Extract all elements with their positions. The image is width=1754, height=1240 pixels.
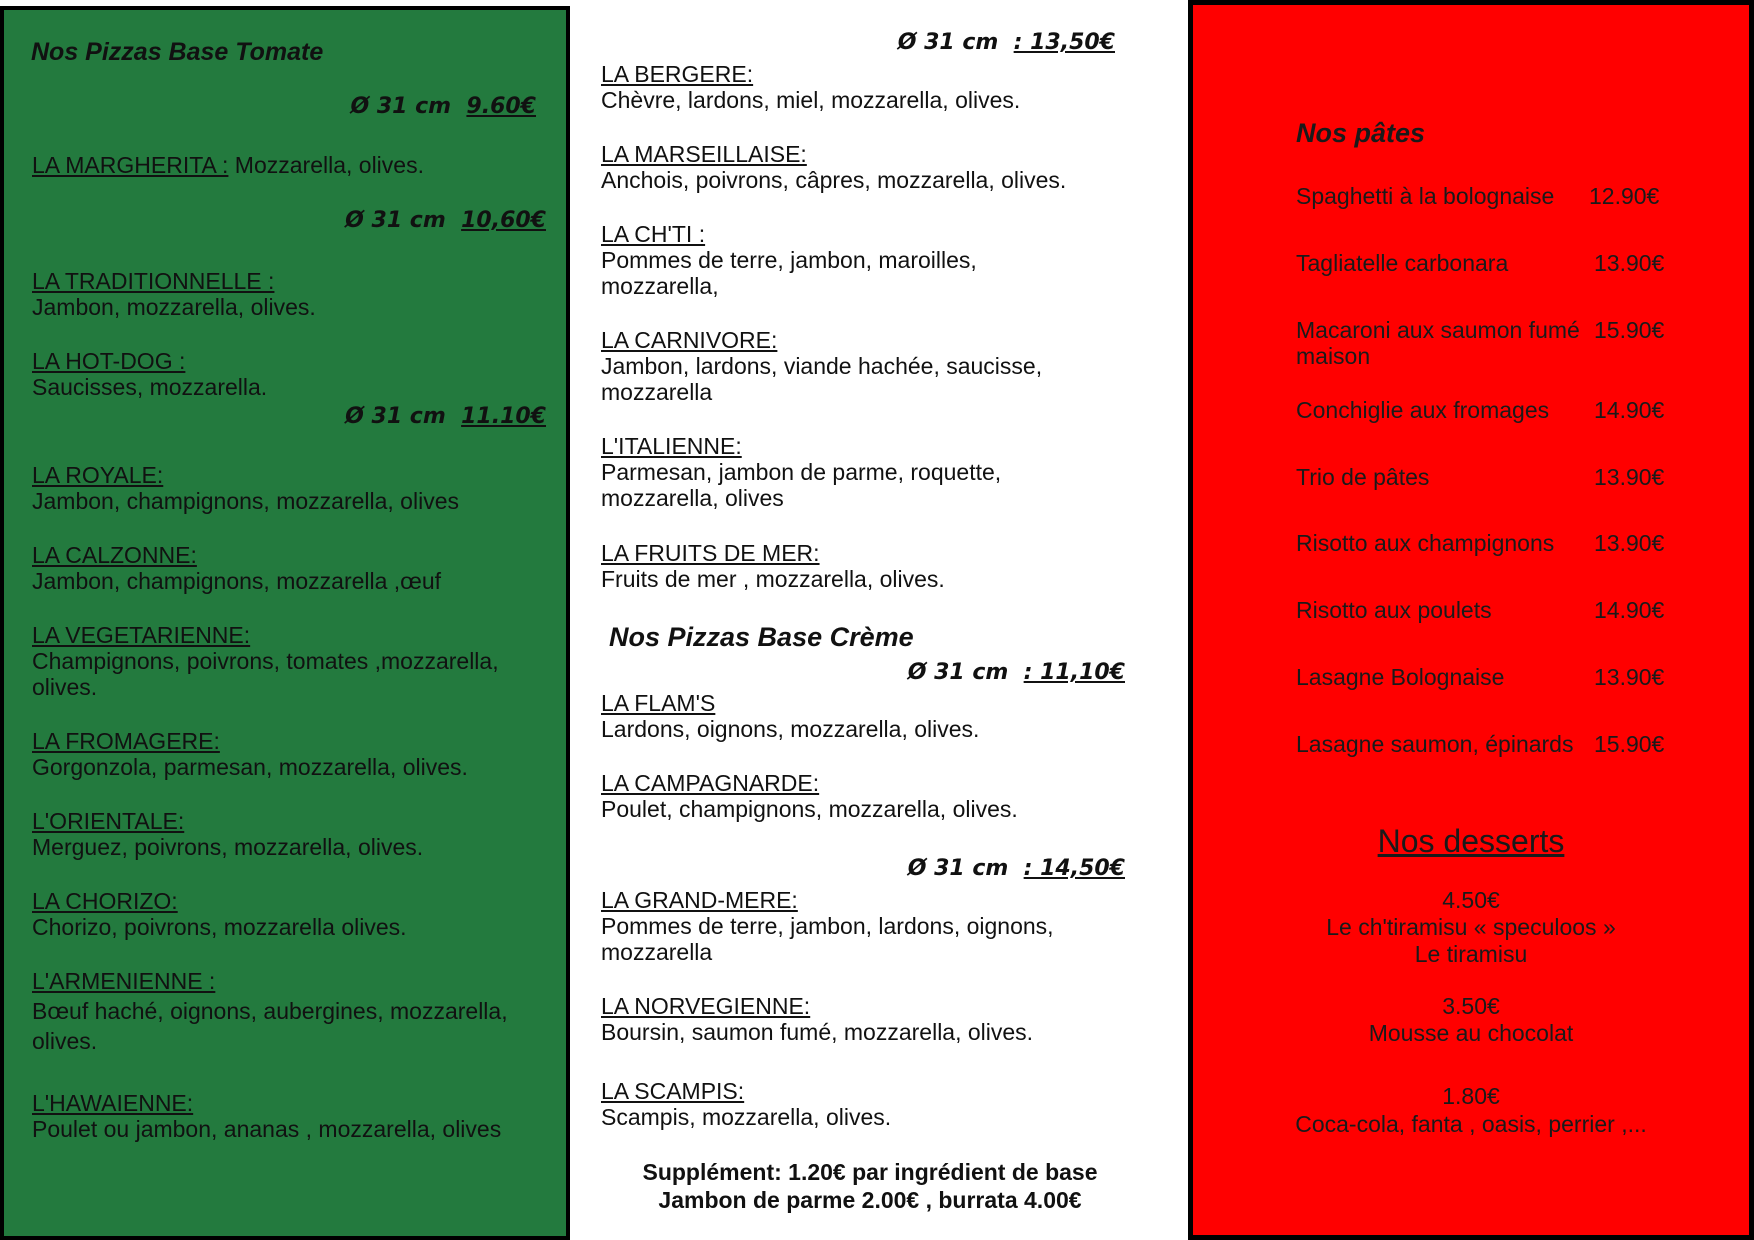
item-desc: Jambon, champignons, mozzarella, olives xyxy=(32,488,459,514)
size-price: : 11,10€ xyxy=(1023,660,1125,685)
menu-item xyxy=(32,462,562,514)
item-desc: Boursin, saumon fumé, mozzarella, olives. xyxy=(601,1019,1034,1045)
item-name: LA FROMAGERE: xyxy=(32,728,220,754)
size-price-line-c xyxy=(908,856,1125,881)
pasta-item-price: 13.90€ xyxy=(1594,664,1665,690)
item-desc: Pommes de terre, jambon, lardons, oignons, mozzarella xyxy=(601,913,1054,965)
item-name: LA HOT-DOG : xyxy=(32,348,186,374)
item-desc: Jambon, mozzarella, olives. xyxy=(32,294,316,320)
size-price-line-a xyxy=(898,30,1115,55)
item-name: LA FLAM'S xyxy=(601,690,716,716)
item-desc: Poulet, champignons, mozzarella, olives. xyxy=(601,796,1018,822)
pasta-item-name: Spaghetti à la bolognaise xyxy=(1296,183,1555,209)
item-name: LA CHORIZO: xyxy=(32,888,178,914)
pasta-item-name: Lasagne Bolognaise xyxy=(1296,664,1505,690)
dessert-item: Le ch'tiramisu « speculoos » xyxy=(1326,914,1616,940)
cream-pizza-title: Nos Pizzas Base Crème xyxy=(609,622,914,652)
item-name: LA CAMPAGNARDE: xyxy=(601,770,820,796)
pasta-item-price: 14.90€ xyxy=(1594,597,1665,623)
menu-item xyxy=(32,968,562,1056)
drinks-list: Coca-cola, fanta , oasis, perrier ,... xyxy=(1295,1111,1647,1137)
pasta-item-price: 13.90€ xyxy=(1594,464,1665,490)
pasta-item-price: 14.90€ xyxy=(1594,397,1665,423)
item-name: LA NORVEGIENNE: xyxy=(601,993,811,1019)
menu-item xyxy=(601,141,1131,193)
size-label: Ø 31 cm xyxy=(350,94,452,119)
menu-item xyxy=(32,268,562,320)
item-desc: Gorgonzola, parmesan, mozzarella, olives. xyxy=(32,754,468,780)
middle-pizza-panel xyxy=(600,0,1140,1240)
dessert-price: 3.50€ xyxy=(1442,993,1500,1019)
tomato-pizza-panel xyxy=(0,6,570,1240)
menu-item xyxy=(32,1090,562,1142)
item-desc: Champignons, poivrons, tomates ,mozzarella, olives. xyxy=(32,648,499,700)
dessert-item: Le tiramisu xyxy=(1414,941,1528,967)
item-name: LA FRUITS DE MER: xyxy=(601,540,820,566)
item-desc: Mozzarella, olives. xyxy=(228,152,424,178)
pasta-item-name: Risotto aux poulets xyxy=(1296,597,1492,623)
item-name: LA ROYALE: xyxy=(32,462,164,488)
pasta-item-name: Trio de pâtes xyxy=(1296,464,1430,490)
pasta-item-price: 13.90€ xyxy=(1594,250,1665,276)
item-name: LA CH'TI : xyxy=(601,221,706,247)
item-name: L'ARMENIENNE : xyxy=(32,968,216,994)
size-price-line-b xyxy=(908,660,1125,685)
item-name: LA MARGHERITA : xyxy=(32,152,229,178)
item-name: LA CARNIVORE: xyxy=(601,327,778,353)
menu-item xyxy=(601,1078,1131,1130)
supplement-note-2: Jambon de parme 2.00€ , burrata 4.00€ xyxy=(658,1187,1082,1213)
menu-item xyxy=(32,542,562,594)
pasta-item-price: 12.90€ xyxy=(1589,183,1660,209)
menu-item xyxy=(601,327,1101,405)
pasta-title: Nos pâtes xyxy=(1296,118,1426,148)
tomato-pizza-title: Nos Pizzas Base Tomate xyxy=(31,38,324,66)
item-desc: Scampis, mozzarella, olives. xyxy=(601,1104,892,1130)
size-label: Ø 31 cm xyxy=(907,856,1009,881)
pasta-item-name: Tagliatelle carbonara xyxy=(1296,250,1509,276)
size-label: Ø 31 cm xyxy=(897,30,999,55)
size-price: 10,60€ xyxy=(461,208,546,233)
pasta-item-name: Conchiglie aux fromages xyxy=(1296,397,1550,423)
size-price: : 14,50€ xyxy=(1023,856,1125,881)
item-desc: Merguez, poivrons, mozzarella, olives. xyxy=(32,834,424,860)
menu-item xyxy=(601,61,1131,113)
desserts-title: Nos desserts xyxy=(1377,823,1565,859)
menu-item-margherita xyxy=(32,152,424,179)
size-price: 11.10€ xyxy=(461,404,546,429)
item-name: LA SCAMPIS: xyxy=(601,1078,745,1104)
item-desc: Saucisses, mozzarella. xyxy=(32,374,268,400)
item-desc: Pommes de terre, jambon, maroilles, mozzarella, xyxy=(601,247,977,299)
pasta-item-price: 15.90€ xyxy=(1594,731,1665,757)
item-desc: Jambon, champignons, mozzarella ,œuf xyxy=(32,568,442,594)
menu-item xyxy=(32,348,562,400)
item-name: LA VEGETARIENNE: xyxy=(32,622,251,648)
item-name: LA MARSEILLAISE: xyxy=(601,141,807,167)
drinks-price: 1.80€ xyxy=(1442,1083,1500,1109)
menu-item xyxy=(601,540,1131,592)
item-desc: Anchois, poivrons, câpres, mozzarella, olives. xyxy=(601,167,1067,193)
menu-item xyxy=(601,690,1131,742)
dessert-item: Mousse au chocolat xyxy=(1368,1020,1574,1046)
size-price-line-2 xyxy=(345,208,546,233)
menu-item xyxy=(32,728,562,780)
dessert-price: 4.50€ xyxy=(1442,887,1500,913)
item-desc: Poulet ou jambon, ananas , mozzarella, olives xyxy=(32,1116,502,1142)
size-price: 9.60€ xyxy=(466,94,536,119)
pasta-item-price: 13.90€ xyxy=(1594,530,1665,556)
menu-item xyxy=(601,433,1071,511)
item-name: LA GRAND-MERE: xyxy=(601,887,798,913)
item-name: LA TRADITIONNELLE : xyxy=(32,268,275,294)
size-price-line-1 xyxy=(350,94,536,119)
supplement-note-1: Supplément: 1.20€ par ingrédient de base xyxy=(642,1159,1098,1185)
size-label: Ø 31 cm xyxy=(345,404,446,429)
pasta-item-name: Lasagne saumon, épinards xyxy=(1296,731,1574,757)
size-label: Ø 31 cm xyxy=(907,660,1009,685)
menu-item xyxy=(601,887,1101,965)
item-desc: Chorizo, poivrons, mozzarella olives. xyxy=(32,914,407,940)
item-desc: Bœuf haché, oignons, aubergines, mozzarella, olives. xyxy=(32,998,508,1054)
item-name: L'HAWAIENNE: xyxy=(32,1090,194,1116)
item-name: LA CALZONNE: xyxy=(32,542,197,568)
item-desc: Fruits de mer , mozzarella, olives. xyxy=(601,566,945,592)
menu-item xyxy=(32,808,562,860)
menu-item xyxy=(601,770,1131,822)
size-price: : 13,50€ xyxy=(1013,30,1115,55)
menu-item xyxy=(32,888,562,940)
item-desc: Lardons, oignons, mozzarella, olives. xyxy=(601,716,980,742)
item-desc: Jambon, lardons, viande hachée, saucisse, mozzarella xyxy=(601,353,1043,405)
item-desc: Parmesan, jambon de parme, roquette, mozzarella, olives xyxy=(601,459,1002,511)
pasta-item-price: 15.90€ xyxy=(1594,317,1665,343)
pasta-dessert-panel xyxy=(1188,0,1754,1240)
item-name: L'ORIENTALE: xyxy=(32,808,185,834)
pasta-item-name: Risotto aux champignons xyxy=(1296,530,1555,556)
size-price-line-3 xyxy=(345,404,546,429)
item-name: L'ITALIENNE: xyxy=(601,433,742,459)
menu-item xyxy=(32,622,562,700)
item-name: LA BERGERE: xyxy=(601,61,754,87)
menu-item xyxy=(601,993,1131,1045)
size-label: Ø 31 cm xyxy=(345,208,446,233)
item-desc: Chèvre, lardons, miel, mozzarella, olives. xyxy=(601,87,1021,113)
menu-item xyxy=(601,221,1071,299)
pasta-item-name: Macaroni aux saumon fumé maison xyxy=(1296,317,1580,369)
